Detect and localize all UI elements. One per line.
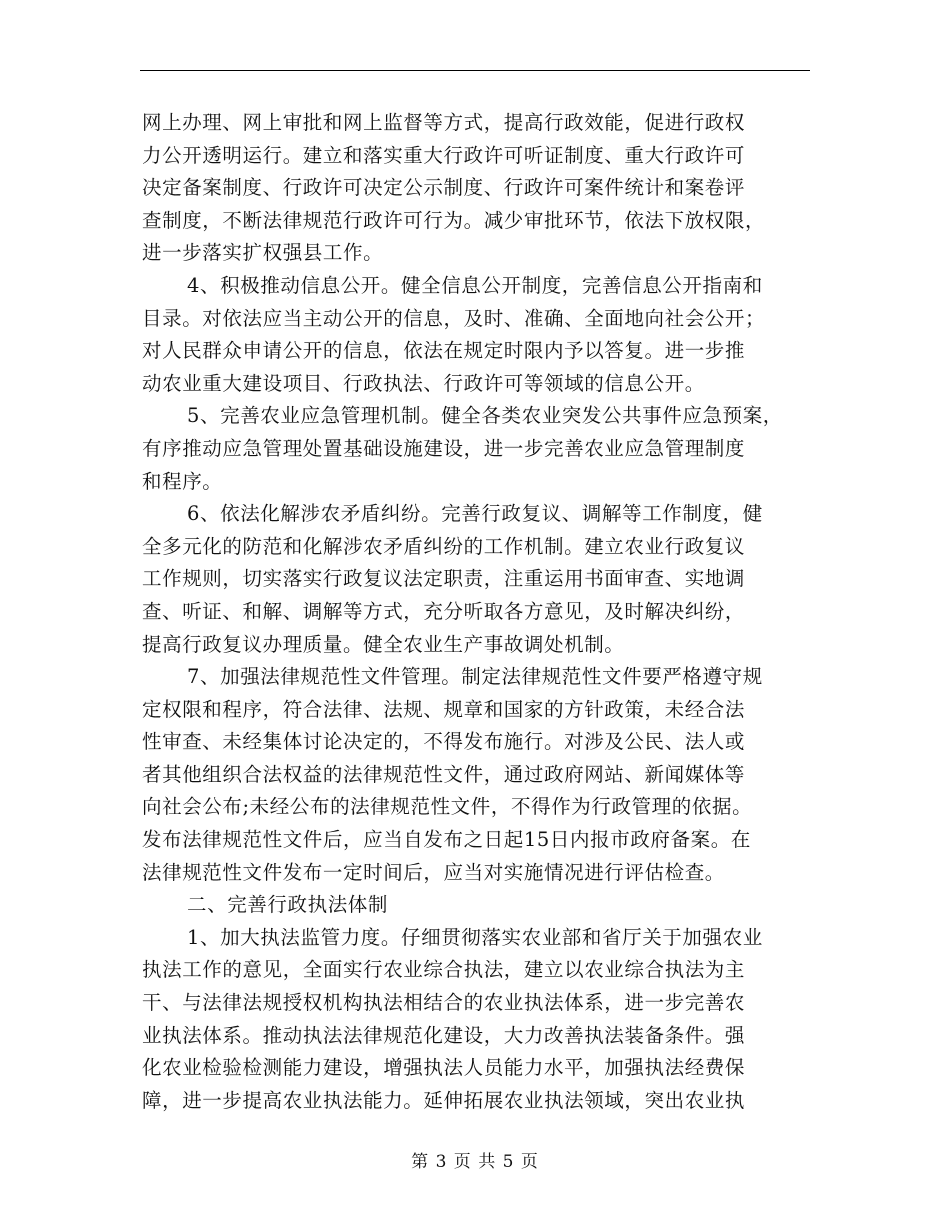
text-line: 向社会公布;未经公布的法律规范性文件，不得作为行政管理的依据。 [142, 795, 753, 819]
text-line: 者其他组织合法权益的法律规范性文件，通过政府网站、新闻媒体等 [142, 762, 746, 786]
text-line: 动农业重大建设项目、行政执法、行政许可等领域的信息公开。 [142, 371, 705, 395]
text-line: 5、完善农业应急管理机制。健全各类农业突发公共事件应急预案， [187, 404, 783, 428]
text-line: 定权限和程序，符合法律、法规、规章和国家的方针政策，未经合法 [142, 697, 746, 721]
text-line: 目录。对依法应当主动公开的信息，及时、准确、全面地向社会公开； [142, 306, 766, 330]
text-line: 二、完善行政执法体制 [187, 893, 389, 917]
text-line: 性审查、未经集体讨论决定的，不得发布施行。对涉及公民、法人或 [142, 730, 746, 754]
text-line: 法律规范性文件发布一定时间后，应当对实施情况进行评估检查。 [142, 860, 725, 884]
text-line: 业执法体系。推动执法法律规范化建设，大力改善执法装备条件。强 [142, 1023, 746, 1047]
text-line: 查、听证、和解、调解等方式，充分听取各方意见，及时解决纠纷， [142, 599, 746, 623]
text-line: 决定备案制度、行政许可决定公示制度、行政许可案件统计和案卷评 [142, 176, 746, 200]
text-line: 查制度，不断法律规范行政许可行为。减少审批环节，依法下放权限， [142, 208, 766, 232]
text-line: 提高行政复议办理质量。健全农业生产事故调处机制。 [142, 632, 625, 656]
text-line: 7、加强法律规范性文件管理。制定法律规范性文件要严格遵守规 [187, 665, 763, 689]
page-number-footer: 第 3 页 共 5 页 [411, 1152, 539, 1172]
text-line: 网上办理、网上审批和网上监督等方式，提高行政效能，促进行政权 [142, 111, 746, 134]
text-line: 6、依法化解涉农矛盾纠纷。完善行政复议、调解等工作制度，健 [187, 502, 763, 526]
text-line: 1、加大执法监管力度。仔细贯彻落实农业部和省厅关于加强农业 [187, 925, 763, 949]
text-line: 和程序。 [142, 469, 223, 493]
text-line: 发布法律规范性文件后，应当自发布之日起15日内报市政府备案。在 [142, 828, 751, 852]
text-line: 力公开透明运行。建立和落实重大行政许可听证制度、重大行政许可 [142, 143, 746, 167]
text-line: 进一步落实扩权强县工作。 [142, 241, 384, 265]
text-line: 障，进一步提高农业执法能力。延伸拓展农业执法领域，突出农业执 [142, 1088, 746, 1112]
text-line: 执法工作的意见，全面实行农业综合执法，建立以农业综合执法为主 [142, 958, 746, 982]
document-body [142, 107, 812, 1117]
text-line: 有序推动应急管理处置基础设施建设，进一步完善农业应急管理制度 [142, 436, 746, 460]
text-line: 全多元化的防范和化解涉农矛盾纠纷的工作机制。建立农业行政复议 [142, 534, 746, 558]
text-line: 对人民群众申请公开的信息，依法在规定时限内予以答复。进一步推 [142, 339, 746, 363]
text-line: 工作规则，切实落实行政复议法定职责，注重运用书面审查、实地调 [142, 567, 746, 591]
text-line: 化农业检验检测能力建设，增强执法人员能力水平，加强执法经费保 [142, 1056, 746, 1080]
text-line: 4、积极推动信息公开。健全信息公开制度，完善信息公开指南和 [187, 273, 763, 297]
header-rule [140, 70, 810, 71]
text-line: 干、与法律法规授权机构执法相结合的农业执法体系，进一步完善农 [142, 991, 746, 1015]
